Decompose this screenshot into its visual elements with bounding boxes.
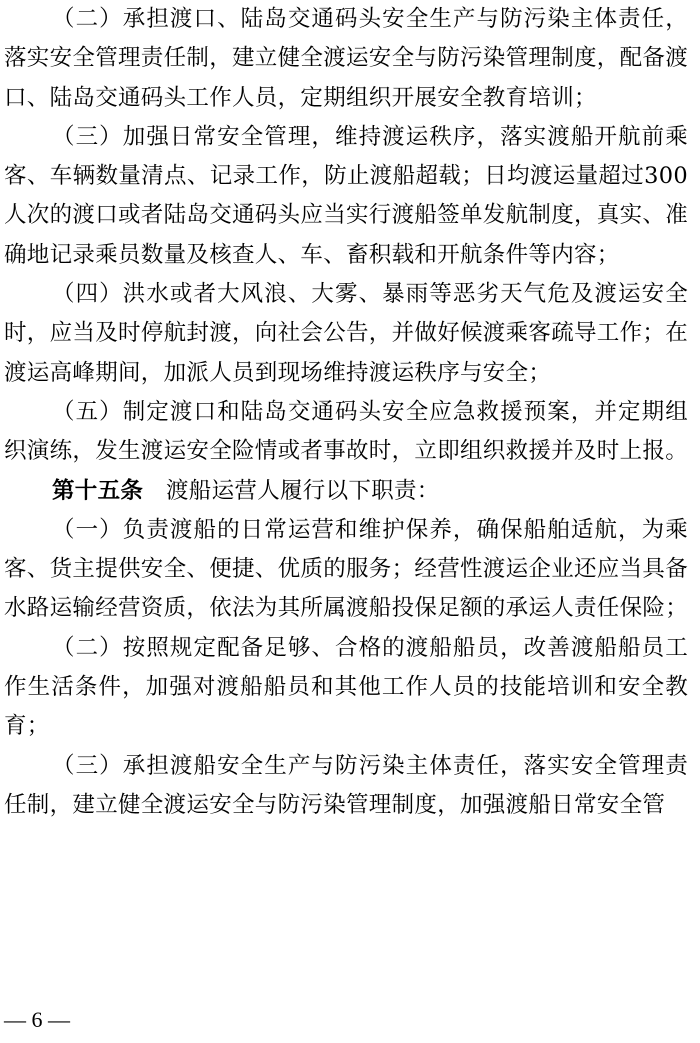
- article-intro-text: 渡船运营人履行以下职责：: [143, 477, 440, 504]
- duty-item-2: （二）按照规定配备足够、合格的渡船船员，改善渡船船员工作生活条件，加强对渡船船员和其他工作人员的技能培训和安全教育；: [4, 634, 688, 740]
- paragraph-item-5: （五）制定渡口和陆岛交通码头安全应急救援预案，并定期组织演练，发生渡运安全险情或者事故时，立即组织救援并及时上报。: [4, 398, 689, 465]
- paragraph-item-4: （四）洪水或者大风浪、大雾、暴雨等恶劣天气危及渡运安全时，应当及时停航封渡，向社会公告，并做好候渡乘客疏导工作；在渡运高峰期间，加派人员到现场维持渡运秩序与安全；: [4, 281, 689, 386]
- article-fifteen-paragraph: [4, 472, 688, 511]
- document-body: [4, 0, 688, 825]
- duty-item-3: （三）承担渡船安全生产与防污染主体责任，落实安全管理责任制，建立健全渡运安全与防污染管理制度，加强渡船日常安全管: [4, 752, 688, 818]
- article-heading: 第十五条: [52, 477, 144, 504]
- paragraph-item-3: （三）加强日常安全管理，维持渡运秩序，落实渡船开航前乘客、车辆数量清点、记录工作，防止渡船超载；日均渡运量超过300人次的渡口或者陆岛交通码头应当实行渡船签单发航制度，真实、准确地记录乘员数量及核查人、车、畜积载和开航条件等内容；: [4, 123, 689, 268]
- duty-item-1: （一）负责渡船的日常运营和维护保养，确保船舶适航，为乘客、货主提供安全、便捷、优质的服务；经营性渡运企业还应当具备水路运输经营资质，依法为其所属渡船投保足额的承运人责任保险；: [4, 516, 689, 622]
- page-number: — 6 —: [4, 1007, 70, 1032]
- paragraph-item-2: （二）承担渡口、陆岛交通码头安全生产与防污染主体责任，落实安全管理责任制，建立健全渡运安全与防污染管理制度，配备渡口、陆岛交通码头工作人员，定期组织开展安全教育培训；: [4, 6, 689, 111]
